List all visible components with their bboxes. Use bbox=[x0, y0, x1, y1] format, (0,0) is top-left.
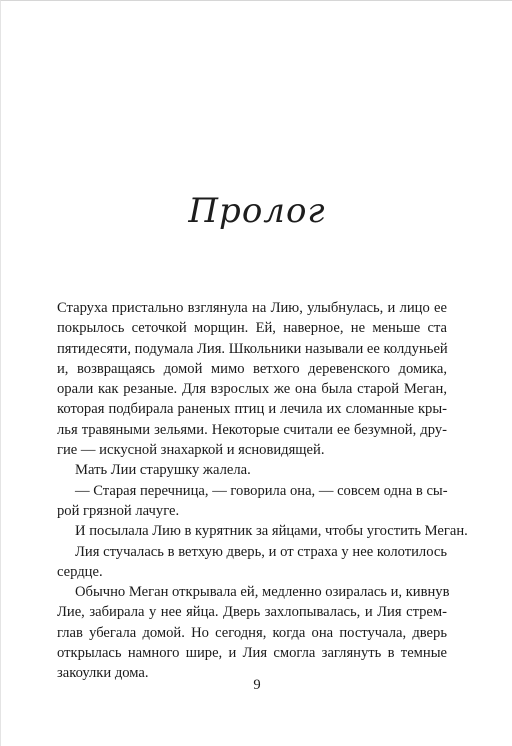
body-text bbox=[57, 298, 468, 684]
text-line: Лие, забирала у нее яйца. Дверь захлопывалась, и Лия стрем- bbox=[57, 604, 447, 621]
text-line: Лия стучалась в ветхую дверь, и от страха у нее колотилось bbox=[75, 543, 447, 560]
chapter-title: Пролог bbox=[188, 191, 326, 231]
text-line: покрылось сеточкой морщин. Ей, наверное, не меньше ста bbox=[57, 320, 447, 337]
text-line: сердце. bbox=[57, 563, 103, 580]
text-line: лья травяными зельями. Некоторые считали ее безумной, дру- bbox=[57, 421, 447, 438]
text-line: — Старая перечница, — говорила она, — совсем одна в сы- bbox=[75, 482, 448, 499]
text-line: Старуха пристально взглянула на Лию, улыбнулась, и лицо ее bbox=[57, 300, 447, 316]
text-line: И посылала Лию в курятник за яйцами, чтобы угостить Меган. bbox=[75, 523, 468, 540]
page-number: 9 bbox=[253, 677, 261, 693]
text-line: Мать Лии старушку жалела. bbox=[75, 462, 251, 479]
text-line: открылась намного шире, и Лия смогла заглянуть в темные bbox=[57, 645, 447, 662]
text-line: пятидесяти, подумала Лия. Школьники называли ее колдуньей bbox=[57, 340, 448, 357]
text-line: и, возвращаясь домой мимо ветхого деревенского домика, bbox=[57, 360, 447, 377]
text-line: которая подбирала раненых птиц и лечила их сломанные кры- bbox=[57, 401, 447, 418]
text-line: Обычно Меган открывала ей, медленно озиралась и, кивнув bbox=[75, 584, 450, 601]
text-line: глав убегала домой. Но сегодня, когда она постучала, дверь bbox=[57, 624, 447, 641]
text-line: орали как резаные. Для взрослых же она была старой Меган, bbox=[57, 381, 447, 398]
text-line: рой грязной лачуге. bbox=[57, 502, 180, 519]
text-line: закоулки дома. bbox=[57, 665, 149, 682]
text-line: гие — искусной знахаркой и ясновидящей. bbox=[57, 442, 325, 459]
